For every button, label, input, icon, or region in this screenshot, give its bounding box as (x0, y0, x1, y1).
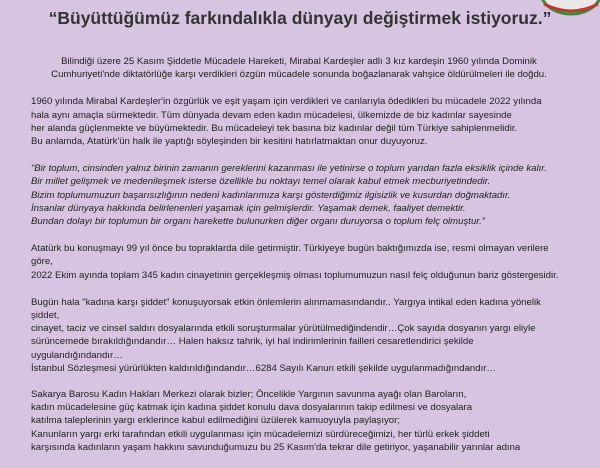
text-line: İnsanlar dünyaya hakkında belirlenenleri yaşamak için gelmişlerdir. Yaşamak demek, faaliyet demektir. (31, 202, 466, 214)
text-line: Bilindiği üzere 25 Kasım Şiddetle Mücadele Hareketi, Mirabal Kardeşler adlı 3 kız kardeşin 1960 yılında Dominik (61, 56, 537, 67)
document-body (31, 55, 567, 468)
paragraph-mirabal (31, 95, 567, 148)
paragraph-bar-association (31, 388, 567, 454)
text-line: Bir millet gelişmek ve medenileşmek isterse özellikle bu noktayı temel olarak kabul etmek mecburiyetindedir. (31, 176, 491, 188)
text-line: Sakarya Barosu Kadın Hakları Merkezi olarak bizler; Öncelikle Yargının savunma ayağı olan Baroların, (31, 389, 467, 401)
paragraph-measures (31, 296, 567, 375)
text-line: Bugün hala "kadına karşı şiddet" konuşuyorsak etkin önlemlerin alınmamasındandır.. Yargıya intikal eden kadına yönelik şiddet, (31, 296, 541, 322)
text-line: Kanunların yargı erki tarafından etkili uygulanması için mücadelemizi sürdüreceğimizi, her türlü erkek şiddeti (31, 428, 490, 440)
text-line: 1960 yılında Mirabal Kardeşler'in özgürlük ve eşit yaşam için verdikleri ve canlarıyla ödedikleri bu mücadele 2022 yılında (31, 96, 542, 108)
text-line: sürüncemede bırakıldığındandır… Halen haksız tahrik, iyi hal indirimlerinin failleri cesaretlendirici şekilde uygulandığındandır… (31, 336, 474, 361)
paragraph-intro (31, 55, 567, 81)
text-line: karşısında kadınların yaşam hakkını savunduğumuzu bu 25 Kasım'da tekrar dile getiriyor, yaşanabilir yarınlar adına (31, 441, 521, 453)
paragraph-statistics (31, 242, 567, 282)
text-line: cinayet, taciz ve cinsel saldırı dosyalarında etkili soruşturmalar yürütülmediğindendir…Çok sayıda dosyanın yargı eliyle (31, 323, 536, 335)
text-line: her alanda güçlenmekte ve büyümektedir. Bu mücadeleyi tek basına biz kadınlar değil tüm Türkiye sahiplenmelidir. (31, 122, 518, 134)
text-line: Bizim toplumumuzun başarısızlığının nedeni kadınlarımıza karşı gösterdiğimiz ilgisizlik ve kusurdan doğmaktadır. (31, 189, 511, 201)
text-line: Atatürk bu konuşmayı 99 yıl önce bu topraklarda dile getirmiştir. Türkiyeye bugün baktığımızda ise, resmi olmayan verilere göre, (31, 243, 549, 268)
text-line: Bu anlamda, Atatürk'ün halk ile yaptığı söyleşinden bir kesitini hatırlatmaktan onur duyuyoruz. (31, 136, 428, 148)
text-line: Bundan dolayı bir toplumun bir organı harekette bulunurken diğer organı duruyorsa o toplum felç olmuştur.” (31, 216, 486, 228)
text-line: “Bir toplum, cinsinden yalnız birinin zamanın gereklerini kazanması ile yetinirse o toplum yarıdan fazla eksiklik içinde kalır. (31, 163, 547, 175)
text-line: İstanbul Sözleşmesi yürürlükten kaldırıldığındandır…6284 Sayılı Kanun etkili şekilde uygulanmadığındandır… (31, 362, 497, 374)
text-line: kadın mücadelesine güç katmak için kadına şiddet konulu dava dosyalarının takip edilmesi ve dosyalara (31, 402, 473, 414)
text-line: hala aynı amaçla sürmektedir. Tüm dünyada devam eden kadın mücadelesi, ülkemizde de biz kadınlar sayesinde (31, 109, 512, 121)
text-line: Cumhuriyeti'nde diktatörlüğe karşı verdikleri özgün mücadele sonunda boğazlanarak vahşice öldürülmeleri ile doğdu. (51, 69, 547, 81)
ataturk-quote (31, 162, 567, 228)
text-line: katılma taleplerinin yargı erklerince kabul edilmediğini üzülerek kamuoyuyla paylaşıyor; (31, 415, 401, 427)
text-line: 2022 Ekim ayında toplam 345 kadın cinayetinin gerçekleşmiş olması toplumumuzun nasıl felç olduğunun bariz göstergesidir. (31, 269, 559, 281)
page-title: “Büyüttüğümüz farkındalıkla dünyayı değiştirmek istiyoruz.” (48, 8, 552, 28)
